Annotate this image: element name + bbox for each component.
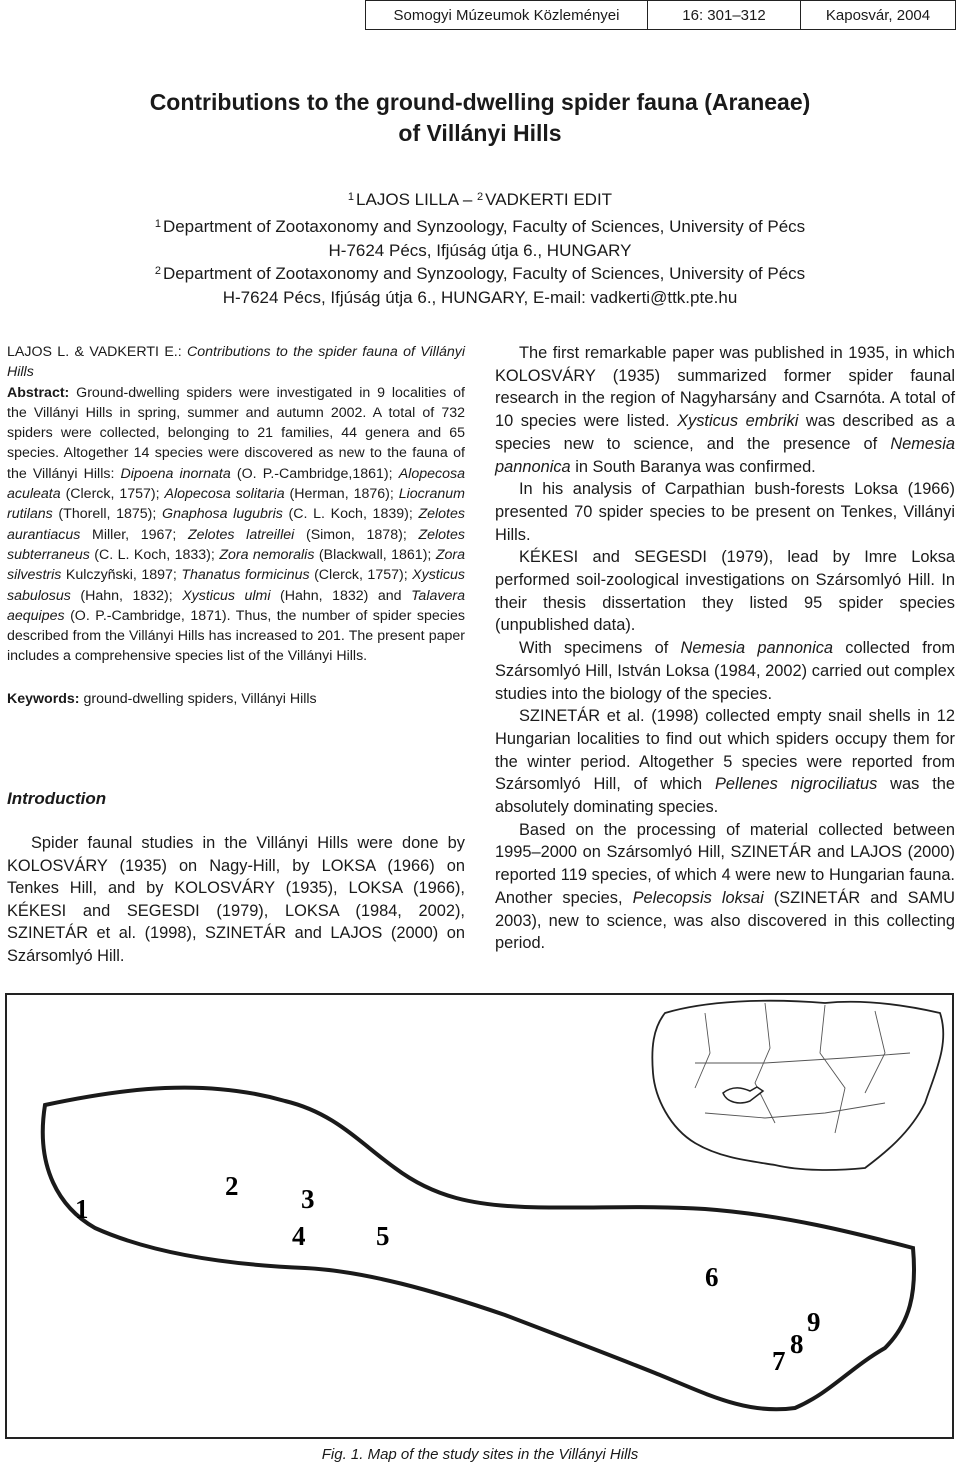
- journal-place-year: Kaposvár, 2004: [800, 0, 956, 30]
- abstract-ending: Thus, the number of spider species described from the Villányi Hills has increased to 201. The present paper includes a comprehensive species list of the Villányi Hills.: [7, 607, 465, 665]
- paragraph-4: [495, 637, 955, 705]
- text: With specimens of: [519, 639, 669, 658]
- abstract-column: [7, 342, 465, 709]
- species-name: Alopecosa aculeata: [7, 465, 465, 503]
- author2-name: VADKERTI EDIT: [485, 190, 613, 209]
- site-label-1: 1: [75, 1194, 89, 1224]
- species-author: (Blackwall, 1861);: [318, 546, 432, 563]
- map-svg: [5, 993, 954, 1439]
- authors-line: [0, 190, 960, 210]
- species-name: Zelotes aurantiacus: [7, 506, 465, 543]
- species-name: Zelotes subterraneus: [7, 526, 465, 563]
- species-name: Xysticus ulmi: [182, 587, 271, 604]
- species-name: Zora nemoralis: [219, 546, 315, 563]
- paragraph-1: [495, 342, 955, 478]
- citation-title: Contributions to the spider fauna of Villányi Hills: [7, 344, 465, 381]
- species-author: (Clerck, 1757);: [65, 486, 160, 503]
- citation: [7, 342, 465, 383]
- affiliation1-line2: H-7624 Pécs, Ifjúság útja 6., HUNGARY: [328, 241, 632, 260]
- text: Based on the processing of material collected between 1995–2000 on Szársomlyó Hill, SZINETÁR and LAJOS (2000) reported 119 species, of which 4 were new to Hungarian fauna. Another species,: [495, 820, 955, 907]
- keywords-label: Keywords:: [7, 690, 80, 707]
- site-label-8: 8: [790, 1329, 804, 1359]
- site-label-4: 4: [292, 1221, 306, 1251]
- map-frame: [6, 994, 953, 1438]
- affiliation1-text: Department of Zootaxonomy and Synzoology, Faculty of Sciences, University of Pécs: [162, 217, 806, 236]
- author2-number: 2: [477, 191, 484, 203]
- species-name: Liocranum rutilans: [7, 486, 465, 523]
- species-author: Kulczyñski, 1897;: [65, 567, 177, 584]
- keywords-text: ground-dwelling spiders, Villányi Hills: [83, 690, 317, 707]
- paragraph-3: KÉKESI and SEGESDI (1979), lead by Imre Loksa performed soil-zoological investigations on Szársomlyó Hill. In their thesis dissertation they listed 95 spider species (unpublished data).: [495, 548, 955, 635]
- species-name: Nemesia pannonica: [680, 639, 834, 658]
- species-name: Alopecosa solitaria: [164, 486, 285, 503]
- author1-name: LAJOS LILLA –: [356, 190, 473, 209]
- species-author: (Clerck, 1757);: [314, 567, 408, 584]
- species-author: (Thorell, 1875);: [58, 506, 157, 523]
- affiliation2-line2: H-7624 Pécs, Ifjúság útja 6., HUNGARY, E-mail: vadkerti@ttk.pte.hu: [222, 288, 738, 307]
- section-heading-introduction: Introduction: [7, 789, 107, 808]
- species-name: Dipoena inornata: [120, 465, 231, 482]
- journal-volume-pages: 16: 301–312: [647, 0, 801, 30]
- text: (SZINETÁR and SAMU 2003), new to science, was also discovered in this collecting period.: [495, 888, 955, 953]
- text: was the absolutely dominating species.: [495, 775, 955, 817]
- text: was described as a species new to science, and the presence of: [495, 412, 955, 453]
- figure-caption: Fig. 1. Map of the study sites in the Villányi Hills: [321, 1446, 639, 1463]
- species-author: (O. P.-Cambridge, 1871).: [70, 607, 231, 624]
- species-name: Xysticus sabulosus: [7, 567, 465, 604]
- text: SZINETÁR et al. (1998) collected empty snail shells in 12 Hungarian localities to find out which spiders occupy them for the winter period. Altogether 5 species were reported from Szársomlyó Hill, of which: [495, 707, 955, 794]
- site-label-9: 9: [807, 1307, 821, 1337]
- species-name: Zora silvestris: [7, 546, 465, 584]
- species-author: (C. L. Koch, 1839);: [288, 506, 413, 523]
- species-author: Miller, 1967;: [92, 526, 177, 543]
- species-author: (Hahn, 1832);: [80, 587, 173, 604]
- citation-authors: LAJOS L. & VADKERTI E.:: [7, 344, 182, 360]
- species-author: (O. P.-Cambridge,1861);: [236, 465, 393, 482]
- affiliation2-number: 2: [154, 265, 161, 277]
- abstract-label: Abstract:: [7, 384, 70, 401]
- species-name: Nemesia pannonica: [495, 434, 956, 476]
- text: in South Baranya was confirmed.: [575, 457, 816, 476]
- paper-title-line2: of Villányi Hills: [398, 120, 562, 146]
- text: collected from Szársomlyó Hill, István Loksa (1984, 2002) carried out complex studies into the biology of the species.: [495, 639, 955, 703]
- site-label-5: 5: [376, 1221, 390, 1251]
- site-label-6: 6: [705, 1262, 719, 1292]
- species-author: (Simon, 1878);: [305, 526, 407, 543]
- abstract: [7, 383, 465, 667]
- study-site-map: [5, 993, 954, 1439]
- species-name: Xysticus embriki: [677, 412, 799, 431]
- introduction-paragraph-column: [7, 832, 465, 968]
- species-author: (Hahn, 1832) and: [280, 587, 402, 604]
- author1-number: 1: [347, 191, 355, 203]
- species-author: (C. L. Koch, 1833);: [94, 546, 215, 563]
- journal-name: Somogyi Múzeumok Közleményei: [365, 0, 648, 30]
- species-name: Talavera aequipes: [7, 587, 465, 624]
- paragraph-2: In his analysis of Carpathian bush-forests Loksa (1966) presented 70 spider species to be present on Tenkes, Villányi Hills.: [495, 480, 955, 544]
- intro-paragraph: Spider faunal studies in the Villányi Hills were done by KOLOSVÁRY (1935) on Nagy-Hill, by LOKSA (1966) on Tenkes Hill, and by KOLOSVÁRY (1935), LOKSA (1966), KÉKESI and SEGESDI (1979), LOKSA (1984, 2002), SZINETÁR et al. (1998), SZINETÁR and LAJOS (2000) on Szársomlyó Hill.: [7, 834, 465, 965]
- site-label-2: 2: [225, 1171, 239, 1201]
- affiliation2-line1: [0, 264, 960, 284]
- affiliation1-number: 1: [154, 218, 161, 230]
- affiliation2-text: Department of Zootaxonomy and Synzoology, Faculty of Sciences, University of Pécs: [162, 264, 806, 283]
- paragraph-5: [495, 705, 955, 819]
- abstract-text: Ground-dwelling spiders were investigated in 9 localities of the Villányi Hills in spring, summer and autumn 2002. A total of 732 spiders were collected, belonging to 21 families, 44 genera and 65 species. Altogether 14 species were discovered as new to the fauna of the Villányi Hills:: [7, 384, 465, 482]
- site-label-3: 3: [301, 1184, 315, 1214]
- keywords: [7, 689, 465, 709]
- species-name: Pellenes nigrociliatus: [715, 775, 878, 794]
- species-name: Thanatus formicinus: [181, 567, 310, 584]
- right-column: [495, 342, 955, 955]
- species-name: Zelotes latreillei: [187, 526, 295, 543]
- paper-title-line1: Contributions to the ground-dwelling spider fauna (Araneae): [149, 89, 811, 115]
- paragraph-6: [495, 819, 955, 955]
- text: The first remarkable paper was published in 1935, in which KOLOSVÁRY (1935) summarized former spider faunal research in the region of Nagyharsány and Csarnóta. A total of 10 species were listed.: [495, 344, 955, 431]
- site-label-7: 7: [772, 1346, 786, 1376]
- species-name: Gnaphosa lugubris: [162, 506, 283, 523]
- species-author: (Herman, 1876);: [289, 486, 394, 503]
- affiliation1-line1: [0, 217, 960, 237]
- species-name: Pelecopsis loksai: [632, 888, 764, 907]
